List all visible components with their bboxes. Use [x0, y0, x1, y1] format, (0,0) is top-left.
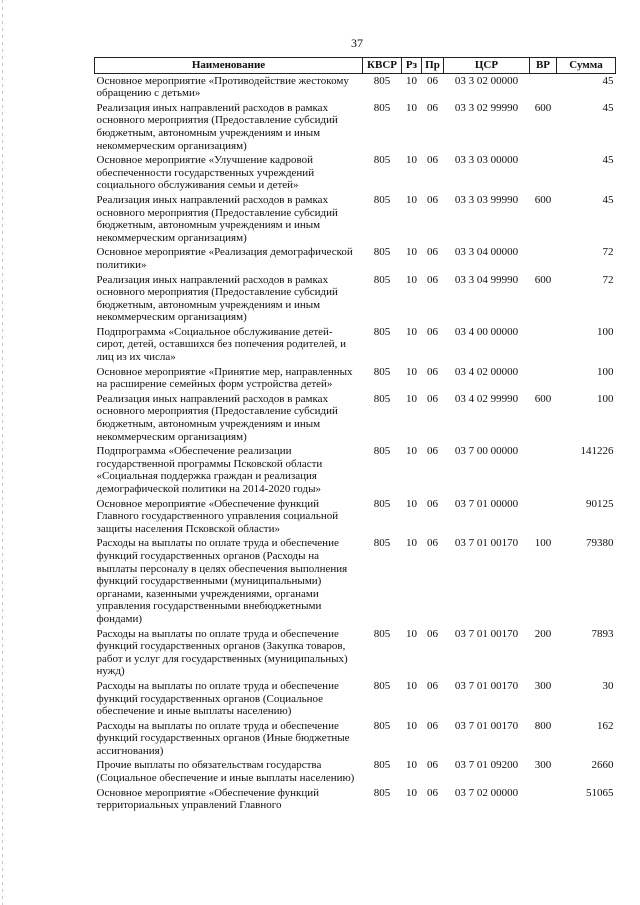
cell-pr: 06 [427, 497, 438, 510]
table-row [95, 444, 616, 496]
cell-rz: 10 [406, 74, 417, 87]
cell-vr [530, 73, 557, 101]
cell-rz: 10 [406, 365, 417, 378]
cell-rz: 10 [406, 627, 417, 640]
cell-csr: 03 3 03 00000 [454, 154, 519, 167]
cell-kvsr: 805 [373, 365, 391, 378]
cell-kvsr: 805 [373, 154, 391, 167]
table-row [95, 153, 616, 193]
cell-name: Основное мероприятие «Улучшение кадровой обеспеченности государственных учреждений социального обслуживания семьи и детей» [96, 154, 315, 192]
cell-sum: 2660 [591, 759, 614, 772]
cell-kvsr: 805 [373, 193, 391, 206]
cell-vr: 600 [534, 193, 552, 206]
table-row [95, 245, 616, 272]
cell-pr: 06 [427, 627, 438, 640]
cell-sum: 72 [602, 273, 614, 286]
cell-pr: 06 [427, 246, 438, 259]
cell-vr [530, 245, 557, 272]
table-row [95, 325, 616, 365]
cell-sum: 45 [602, 193, 614, 206]
cell-vr [530, 444, 557, 496]
cell-sum: 30 [602, 679, 614, 692]
table-row [95, 758, 616, 785]
cell-name: Подпрограмма «Обеспечение реализации государственной программы Псковской области «Социальная поддержка граждан и реализация демографической политики на 2014-2020 годы» [96, 445, 323, 495]
cell-name: Реализация иных направлений расходов в рамках основного мероприятия (Предоставление субсидий бюджетным, автономным учреждениям и иным некоммерческим организациям) [96, 101, 338, 152]
table-row [95, 536, 616, 626]
cell-csr: 03 4 00 00000 [454, 325, 519, 338]
cell-pr: 06 [427, 719, 438, 732]
cell-kvsr: 805 [373, 786, 391, 799]
cell-rz: 10 [406, 154, 417, 167]
cell-csr: 03 7 01 00000 [454, 497, 519, 510]
cell-csr: 03 7 01 00170 [454, 537, 519, 550]
table-row [95, 719, 616, 759]
header-csr: ЦСР [444, 58, 530, 74]
cell-sum: 90125 [586, 497, 614, 510]
cell-rz: 10 [406, 392, 417, 405]
table-row [95, 365, 616, 392]
cell-csr: 03 7 01 00170 [454, 679, 519, 692]
scan-edge [2, 0, 3, 905]
table-body [95, 73, 616, 813]
cell-sum: 100 [597, 325, 614, 338]
cell-vr [530, 153, 557, 193]
table-row [95, 73, 616, 101]
cell-vr [530, 365, 557, 392]
cell-kvsr: 805 [373, 497, 391, 510]
cell-vr: 200 [534, 627, 552, 640]
cell-rz: 10 [406, 679, 417, 692]
cell-vr: 600 [534, 101, 552, 114]
header-name: Наименование [95, 58, 363, 74]
header-sum: Сумма [557, 58, 616, 74]
cell-kvsr: 805 [373, 101, 391, 114]
cell-sum: 79380 [586, 537, 614, 550]
header-pr: Пр [422, 58, 444, 74]
cell-pr: 06 [427, 273, 438, 286]
cell-vr: 300 [534, 759, 552, 772]
cell-rz: 10 [406, 719, 417, 732]
cell-name: Реализация иных направлений расходов в рамках основного мероприятия (Предоставление субсидий бюджетным, автономным учреждениям и иным некоммерческим организациям) [96, 273, 338, 324]
cell-rz: 10 [406, 273, 417, 286]
cell-vr [530, 786, 557, 813]
cell-kvsr: 805 [373, 325, 391, 338]
cell-csr: 03 7 01 00170 [454, 627, 519, 640]
cell-kvsr: 805 [373, 627, 391, 640]
cell-csr: 03 3 02 99990 [454, 101, 519, 114]
cell-vr: 300 [534, 679, 552, 692]
cell-sum: 45 [602, 101, 614, 114]
cell-csr: 03 7 02 00000 [454, 786, 519, 799]
cell-pr: 06 [427, 193, 438, 206]
cell-rz: 10 [406, 325, 417, 338]
cell-kvsr: 805 [373, 679, 391, 692]
cell-pr: 06 [427, 679, 438, 692]
table-row [95, 193, 616, 245]
cell-pr: 06 [427, 325, 438, 338]
cell-name: Основное мероприятие «Обеспечение функций территориальных управлений Главного [96, 786, 320, 812]
cell-kvsr: 805 [373, 392, 391, 405]
cell-sum: 162 [597, 719, 614, 732]
cell-rz: 10 [406, 445, 417, 458]
table-row [95, 273, 616, 325]
table-row [95, 497, 616, 537]
cell-sum: 141226 [580, 445, 614, 458]
cell-pr: 06 [427, 537, 438, 550]
cell-kvsr: 805 [373, 273, 391, 286]
cell-csr: 03 3 02 00000 [454, 74, 519, 87]
cell-vr: 600 [534, 273, 552, 286]
cell-pr: 06 [427, 759, 438, 772]
cell-kvsr: 805 [373, 445, 391, 458]
cell-name: Расходы на выплаты по оплате труда и обеспечение функций государственных органов (Социальное обеспечение и иные выплаты населению) [96, 679, 339, 718]
cell-pr: 06 [427, 392, 438, 405]
cell-name: Расходы на выплаты по оплате труда и обеспечение функций государственных органов (Закупка товаров, работ и услуг для государственных (муниципальных) нужд) [96, 627, 348, 678]
cell-csr: 03 3 03 99990 [454, 193, 519, 206]
cell-name: Подпрограмма «Социальное обслуживание детей-сирот, детей, оставшихся без попечения родителей, и лиц из их числа» [96, 325, 347, 364]
cell-sum: 7893 [591, 627, 614, 640]
header-rz: Рз [402, 58, 422, 74]
table-row [95, 392, 616, 444]
table-row [95, 101, 616, 153]
cell-rz: 10 [406, 786, 417, 799]
cell-sum: 45 [602, 74, 614, 87]
cell-name: Прочие выплаты по обязательствам государства (Социальное обеспечение и иные выплаты населению) [96, 759, 355, 785]
cell-vr: 800 [534, 719, 552, 732]
cell-pr: 06 [427, 445, 438, 458]
cell-pr: 06 [427, 786, 438, 799]
cell-pr: 06 [427, 101, 438, 114]
cell-sum: 51065 [586, 786, 614, 799]
budget-table [94, 57, 616, 813]
table-row [95, 679, 616, 719]
cell-vr: 600 [534, 392, 552, 405]
table-header-row [95, 58, 616, 74]
page-number: 37 [351, 36, 363, 50]
cell-vr: 100 [534, 537, 552, 550]
cell-kvsr: 805 [373, 759, 391, 772]
cell-name: Основное мероприятие «Принятие мер, направленных на расширение семейных форм устройства детей» [96, 365, 353, 391]
cell-csr: 03 4 02 00000 [454, 365, 519, 378]
cell-name: Основное мероприятие «Обеспечение функций Главного государственного управления социальной защиты населения Псковской области» [96, 497, 339, 535]
cell-name: Основное мероприятие «Противодействие жестокому обращению с детьми» [96, 74, 349, 100]
cell-pr: 06 [427, 74, 438, 87]
cell-csr: 03 3 04 00000 [454, 246, 519, 259]
cell-csr: 03 4 02 99990 [454, 392, 519, 405]
cell-sum: 45 [602, 154, 614, 167]
cell-rz: 10 [406, 101, 417, 114]
cell-sum: 100 [597, 392, 614, 405]
header-vr: ВР [530, 58, 557, 74]
cell-kvsr: 805 [373, 537, 391, 550]
cell-vr [530, 325, 557, 365]
cell-rz: 10 [406, 497, 417, 510]
cell-csr: 03 3 04 99990 [454, 273, 519, 286]
cell-name: Основное мероприятие «Реализация демографической политики» [96, 246, 353, 271]
cell-csr: 03 7 01 09200 [454, 759, 519, 772]
cell-name: Реализация иных направлений расходов в рамках основного мероприятия (Предоставление субсидий бюджетным, автономным учреждениям и иным некоммерческим организациям) [96, 193, 338, 244]
cell-name: Расходы на выплаты по оплате труда и обеспечение функций государственных органов (Иные бюджетные ассигнования) [96, 719, 350, 757]
cell-pr: 06 [427, 365, 438, 378]
cell-vr [530, 497, 557, 537]
cell-rz: 10 [406, 759, 417, 772]
cell-sum: 72 [602, 246, 614, 259]
cell-name: Расходы на выплаты по оплате труда и обеспечение функций государственных органов (Расходы на выплаты персоналу в целях обеспечения выполнения функций государственными (муниципальными) органами, казенными учреждениями, органами управления государственными внебюджетными фондами) [96, 537, 348, 625]
table-row [95, 627, 616, 679]
cell-csr: 03 7 01 00170 [454, 719, 519, 732]
cell-kvsr: 805 [373, 246, 391, 259]
cell-sum: 100 [597, 365, 614, 378]
cell-csr: 03 7 00 00000 [454, 445, 519, 458]
table-row [95, 786, 616, 813]
cell-kvsr: 805 [373, 74, 391, 87]
cell-rz: 10 [406, 246, 417, 259]
cell-rz: 10 [406, 537, 417, 550]
cell-rz: 10 [406, 193, 417, 206]
cell-kvsr: 805 [373, 719, 391, 732]
cell-name: Реализация иных направлений расходов в рамках основного мероприятия (Предоставление субсидий бюджетным, автономным учреждениям и иным некоммерческим организациям) [96, 392, 338, 443]
cell-pr: 06 [427, 154, 438, 167]
header-kvsr: КВСР [363, 58, 402, 74]
